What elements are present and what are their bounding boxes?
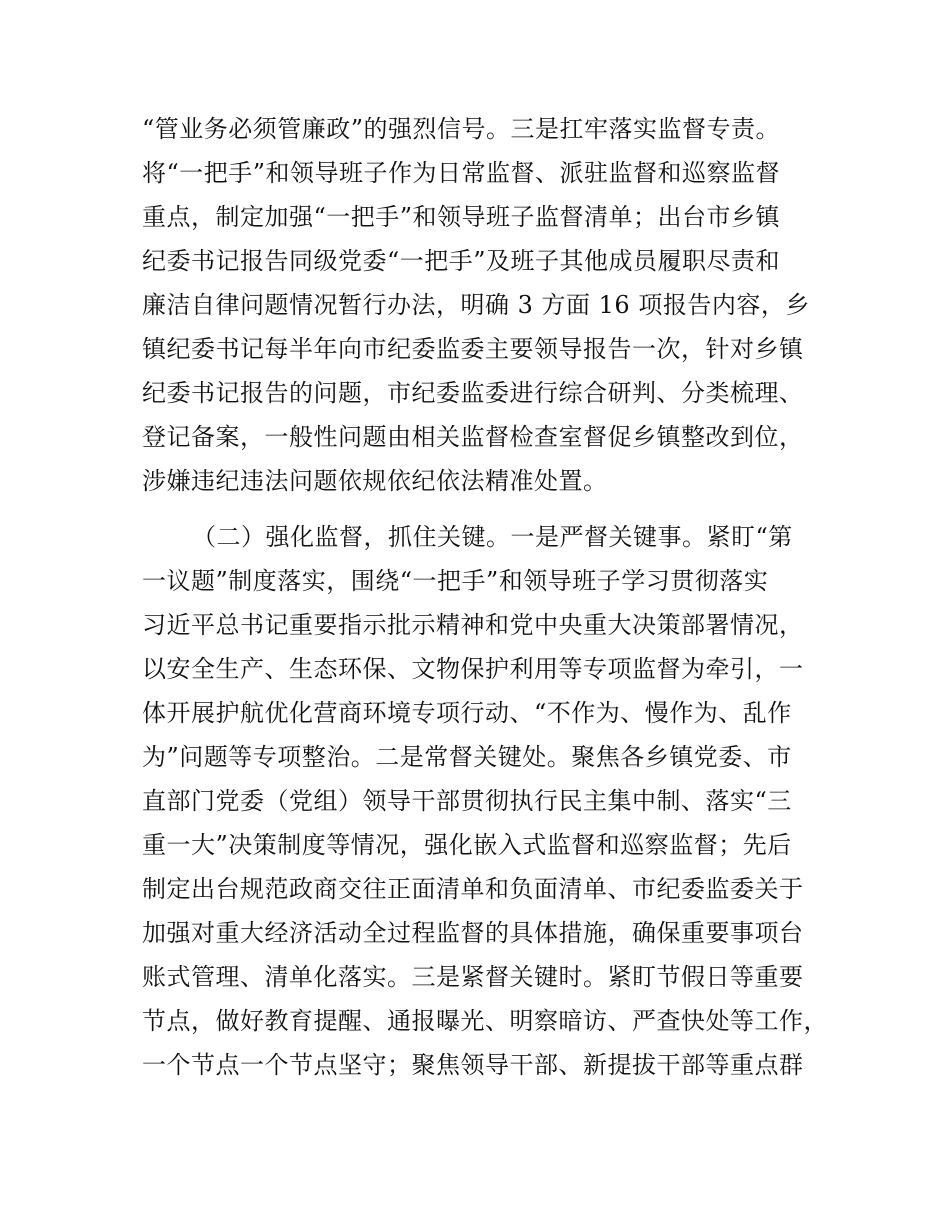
text-line: 涉嫌违纪违法问题依规依纪依法精准处置。 xyxy=(142,467,608,495)
text-line: 节点，做好教育提醒、通报曝光、明察暗访、严查快处等工作， xyxy=(142,1007,828,1035)
text-line: 直部门党委（党组）领导干部贯彻执行民主集中制、落实“三 xyxy=(142,787,792,815)
section-heading-line: （二）强化监督，抓住关键。一是严督关键事。紧盯“第 xyxy=(192,523,793,551)
text-line: 一议题”制度落实，围绕“一把手”和领导班子学习贯彻落实 xyxy=(142,567,769,595)
text-line: “管业务必须管廉政”的强烈信号。三是扛牢落实监督专责。 xyxy=(142,115,781,143)
text-line: 将“一把手”和领导班子作为日常监督、派驻监督和巡察监督 xyxy=(142,159,781,187)
text-line: 廉洁自律问题情况暂行办法，明确 3 方面 16 项报告内容，乡 xyxy=(142,291,810,319)
text-line: 登记备案，一般性问题由相关监督检查室督促乡镇整改到位， xyxy=(142,423,804,451)
paragraph-continued xyxy=(142,107,832,503)
text-line: 习近平总书记重要指示批示精神和党中央重大决策部署情况， xyxy=(142,611,804,639)
text-line: 纪委书记报告同级党委“一把手”及班子其他成员履职尽责和 xyxy=(142,247,781,275)
text-line: 重点，制定加强“一把手”和领导班子监督清单；出台市乡镇 xyxy=(142,203,781,231)
text-line: 加强对重大经济活动全过程监督的具体措施，确保重要事项台 xyxy=(142,919,804,947)
text-line: 一个节点一个节点坚守；聚焦领导干部、新提拔干部等重点群 xyxy=(142,1051,804,1079)
text-line: 账式管理、清单化落实。三是紧督关键时。紧盯节假日等重要 xyxy=(142,963,804,991)
text-line: 镇纪委书记每半年向市纪委监委主要领导报告一次，针对乡镇 xyxy=(142,335,804,363)
text-line: 为”问题等专项整治。二是常督关键处。聚焦各乡镇党委、市 xyxy=(142,743,792,771)
text-line: 制定出台规范政商交往正面清单和负面清单、市纪委监委关于 xyxy=(142,875,804,903)
text-line: 体开展护航优化营商环境专项行动、“不作为、慢作为、乱作 xyxy=(142,699,792,727)
text-line: 重一大”决策制度等情况，强化嵌入式监督和巡察监督；先后 xyxy=(142,831,792,859)
text-line: 纪委书记报告的问题，市纪委监委进行综合研判、分类梳理、 xyxy=(142,379,804,407)
text-line: 以安全生产、生态环保、文物保护利用等专项监督为牵引，一 xyxy=(142,655,804,683)
paragraph-section-two xyxy=(142,515,832,1087)
